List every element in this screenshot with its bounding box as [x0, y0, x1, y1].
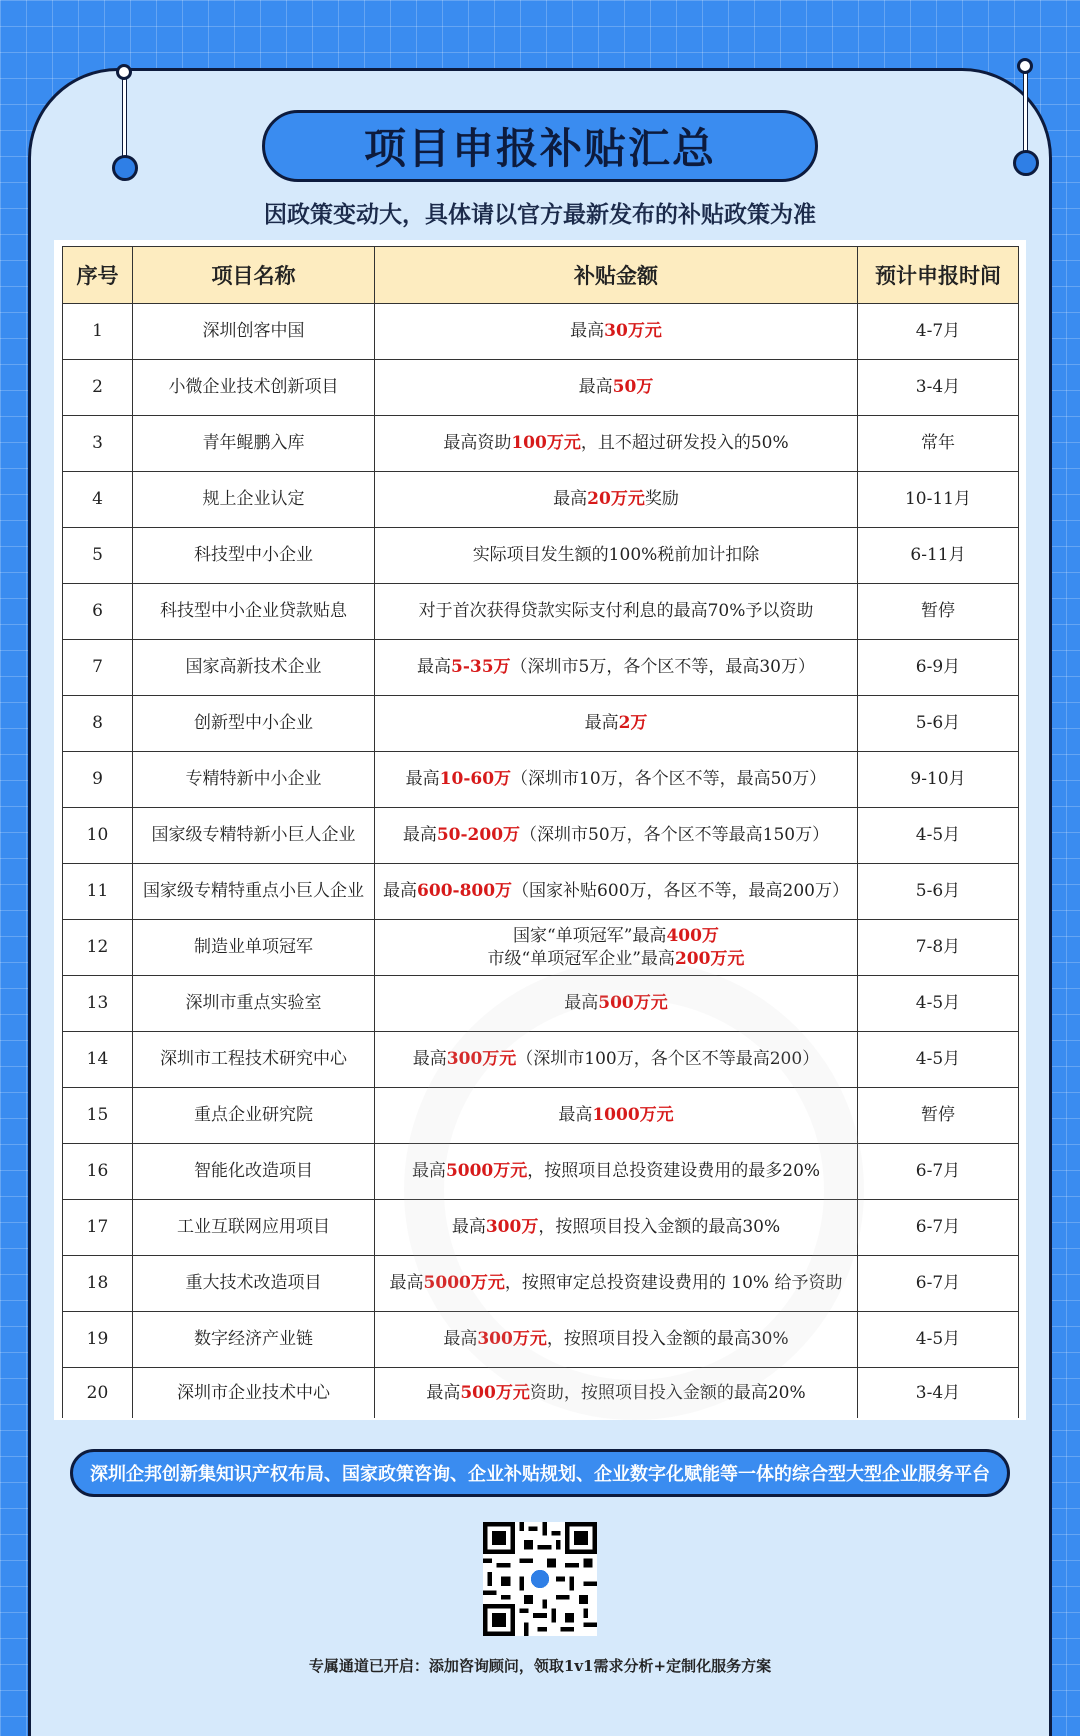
amount-highlight: 300万元	[446, 1049, 517, 1070]
row-apply-time: 暂停	[858, 584, 1019, 640]
row-project-name: 智能化改造项目	[133, 1144, 375, 1200]
row-subsidy-amount	[375, 808, 858, 864]
row-project-name: 创新型中小企业	[133, 696, 375, 752]
row-apply-time: 4-7月	[858, 304, 1019, 360]
table-row	[63, 528, 1019, 584]
row-project-name: 科技型中小企业贷款贴息	[133, 584, 375, 640]
row-subsidy-amount	[375, 472, 858, 528]
amount-highlight: 5000万元	[423, 1273, 505, 1294]
amount-highlight: 5-35万	[451, 657, 511, 678]
row-apply-time: 10-11月	[858, 472, 1019, 528]
table-row	[63, 1200, 1019, 1256]
row-apply-time: 3-4月	[858, 360, 1019, 416]
row-subsidy-amount	[375, 864, 858, 920]
amount-highlight: 30万元	[604, 321, 662, 342]
row-project-name: 科技型中小企业	[133, 528, 375, 584]
row-subsidy-amount	[375, 1088, 858, 1144]
table-row	[63, 584, 1019, 640]
row-project-name: 制造业单项冠军	[133, 920, 375, 976]
amount-text: 最高	[558, 1105, 593, 1126]
amount-highlight: 100万元	[511, 433, 581, 454]
row-project-name: 深圳市工程技术研究中心	[133, 1032, 375, 1088]
table-row	[63, 1256, 1019, 1312]
amount-highlight: 300万元	[477, 1329, 547, 1350]
table-row	[63, 1312, 1019, 1368]
amount-text: 资助，按照项目投入金额的最高20%	[529, 1382, 806, 1403]
table-row	[63, 696, 1019, 752]
amount-text: 最高	[411, 1161, 446, 1182]
amount-text: （深圳市5万，各个区不等，最高30万）	[510, 657, 815, 678]
row-number: 15	[63, 1088, 133, 1144]
row-project-name: 规上企业认定	[133, 472, 375, 528]
amount-highlight: 500万元	[460, 1382, 530, 1403]
amount-text: 最高	[451, 1217, 486, 1238]
amount-text: ，按照审定总投资建设费用的 10% 给予资助	[504, 1273, 843, 1294]
row-apply-time: 6-7月	[858, 1200, 1019, 1256]
row-apply-time: 4-5月	[858, 808, 1019, 864]
row-subsidy-amount	[375, 1032, 858, 1088]
left-pin-rod	[122, 78, 127, 158]
amount-highlight: 400万	[666, 926, 719, 947]
row-project-name: 重点企业研究院	[133, 1088, 375, 1144]
row-apply-time: 常年	[858, 416, 1019, 472]
header-subsidy-amount: 补贴金额	[375, 247, 858, 304]
row-apply-time: 6-9月	[858, 640, 1019, 696]
row-project-name: 国家高新技术企业	[133, 640, 375, 696]
row-number: 16	[63, 1144, 133, 1200]
row-apply-time: 4-5月	[858, 1032, 1019, 1088]
row-number: 20	[63, 1368, 133, 1418]
row-subsidy-amount	[375, 1312, 858, 1368]
row-project-name: 国家级专精特重点小巨人企业	[133, 864, 375, 920]
row-number: 5	[63, 528, 133, 584]
row-subsidy-amount	[375, 976, 858, 1032]
table-header-row	[63, 247, 1019, 304]
right-pin-icon	[1013, 150, 1039, 176]
qr-code-icon[interactable]	[483, 1522, 597, 1636]
table-row	[63, 864, 1019, 920]
left-pin-top-icon	[116, 64, 132, 80]
row-apply-time: 6-7月	[858, 1144, 1019, 1200]
header-number: 序号	[63, 247, 133, 304]
amount-highlight: 2万	[618, 713, 648, 734]
amount-text: 最高	[553, 489, 588, 510]
row-apply-time: 3-4月	[858, 1368, 1019, 1418]
header-apply-time: 预计申报时间	[858, 247, 1019, 304]
row-subsidy-amount	[375, 1200, 858, 1256]
left-pin-icon	[112, 155, 138, 181]
row-number: 10	[63, 808, 133, 864]
amount-text: 最高	[402, 825, 437, 846]
amount-text: 最高	[584, 713, 619, 734]
row-apply-time: 7-8月	[858, 920, 1019, 976]
amount-text: 最高	[426, 1382, 461, 1403]
row-number: 7	[63, 640, 133, 696]
poster-card-bottom	[28, 1698, 1052, 1736]
subsidy-table	[62, 246, 1019, 1418]
row-project-name: 青年鲲鹏入库	[133, 416, 375, 472]
table-row	[63, 1032, 1019, 1088]
row-number: 8	[63, 696, 133, 752]
amount-text: ，按照项目投入金额的最高30%	[538, 1217, 781, 1238]
row-project-name: 重大技术改造项目	[133, 1256, 375, 1312]
table-row	[63, 920, 1019, 976]
row-number: 18	[63, 1256, 133, 1312]
row-number: 19	[63, 1312, 133, 1368]
subtitle: 因政策变动大，具体请以官方最新发布的补贴政策为准	[264, 201, 816, 228]
table-row	[63, 976, 1019, 1032]
table-row	[63, 472, 1019, 528]
footer-banner: 深圳企邦创新集知识产权布局、国家政策咨询、企业补贴规划、企业数字化赋能等一体的综合型大型企业服务平台	[70, 1449, 1010, 1497]
amount-text: 对于首次获得贷款实际支付利息的最高70%予以资助	[418, 601, 814, 622]
amount-text: 奖励	[644, 489, 679, 510]
amount-highlight: 200万元	[674, 948, 745, 969]
row-number: 9	[63, 752, 133, 808]
row-subsidy-amount	[375, 360, 858, 416]
table-row	[63, 1144, 1019, 1200]
amount-text: （深圳市10万，各个区不等，最高50万）	[511, 769, 827, 790]
bottom-caption: 专属通道已开启：添加咨询顾问，领取1v1需求分析+定制化服务方案	[308, 1657, 772, 1675]
row-project-name: 工业互联网应用项目	[133, 1200, 375, 1256]
amount-text: 最高	[417, 657, 451, 678]
row-number: 1	[63, 304, 133, 360]
row-apply-time: 5-6月	[858, 696, 1019, 752]
amount-highlight: 50万	[612, 377, 654, 398]
row-subsidy-amount	[375, 696, 858, 752]
table-row	[63, 1088, 1019, 1144]
amount-highlight: 10-60万	[439, 769, 512, 790]
row-subsidy-amount	[375, 1368, 858, 1418]
row-apply-time: 4-5月	[858, 1312, 1019, 1368]
amount-text: ，且不超过研发投入的50%	[580, 433, 789, 454]
row-subsidy-amount	[375, 304, 858, 360]
table-row	[63, 752, 1019, 808]
row-subsidy-amount	[375, 920, 858, 976]
row-project-name: 国家级专精特新小巨人企业	[133, 808, 375, 864]
row-number: 14	[63, 1032, 133, 1088]
row-apply-time: 9-10月	[858, 752, 1019, 808]
row-subsidy-amount	[375, 640, 858, 696]
right-pin-top-icon	[1017, 58, 1033, 74]
row-apply-time: 4-5月	[858, 976, 1019, 1032]
amount-highlight: 1000万元	[592, 1105, 674, 1126]
amount-text: 最高	[383, 881, 418, 902]
row-project-name: 深圳市重点实验室	[133, 976, 375, 1032]
subsidy-table-panel	[54, 240, 1026, 1420]
amount-highlight: 600-800万	[417, 881, 513, 902]
amount-text: ，按照项目投入金额的最高30%	[546, 1329, 789, 1350]
table-row	[63, 1368, 1019, 1418]
row-number: 12	[63, 920, 133, 976]
amount-text: 最高	[564, 993, 599, 1014]
amount-text: 最高	[570, 321, 605, 342]
row-project-name: 数字经济产业链	[133, 1312, 375, 1368]
row-project-name: 深圳创客中国	[133, 304, 375, 360]
amount-text: 最高资助	[443, 433, 512, 454]
row-apply-time: 6-11月	[858, 528, 1019, 584]
amount-highlight: 20万元	[587, 489, 645, 510]
table-row	[63, 304, 1019, 360]
row-number: 11	[63, 864, 133, 920]
amount-text: 市级“单项冠军企业”最高	[487, 948, 675, 969]
amount-text: 最高	[405, 769, 440, 790]
row-number: 6	[63, 584, 133, 640]
row-subsidy-amount	[375, 528, 858, 584]
table-row	[63, 360, 1019, 416]
amount-text: 国家“单项冠军”最高	[513, 926, 667, 947]
row-subsidy-amount	[375, 752, 858, 808]
row-project-name: 专精特新中小企业	[133, 752, 375, 808]
amount-text: ，按照项目总投资建设费用的最多20%	[527, 1161, 821, 1182]
row-number: 2	[63, 360, 133, 416]
row-apply-time: 5-6月	[858, 864, 1019, 920]
amount-highlight: 300万	[485, 1217, 539, 1238]
row-subsidy-amount	[375, 584, 858, 640]
amount-highlight: 5000万元	[445, 1161, 528, 1182]
amount-text: 实际项目发生额的100%税前加计扣除	[472, 545, 760, 566]
table-row	[63, 808, 1019, 864]
amount-highlight: 50-200万	[436, 825, 521, 846]
row-apply-time: 暂停	[858, 1088, 1019, 1144]
row-project-name: 小微企业技术创新项目	[133, 360, 375, 416]
amount-text: 最高	[412, 1049, 447, 1070]
amount-text: （深圳市50万，各个区不等最高150万）	[520, 825, 830, 846]
amount-text: （国家补贴600万，各区不等，最高200万）	[512, 881, 849, 902]
row-number: 4	[63, 472, 133, 528]
header-project-name: 项目名称	[133, 247, 375, 304]
table-row	[63, 416, 1019, 472]
row-number: 17	[63, 1200, 133, 1256]
amount-highlight: 500万元	[598, 993, 668, 1014]
page-title: 项目申报补贴汇总	[262, 110, 818, 182]
amount-text: 最高	[443, 1329, 478, 1350]
amount-text: 最高	[578, 377, 613, 398]
table-row	[63, 640, 1019, 696]
right-pin-rod	[1023, 72, 1028, 158]
row-project-name: 深圳市企业技术中心	[133, 1368, 375, 1418]
amount-text: （深圳市100万，各个区不等最高200）	[516, 1049, 820, 1070]
row-subsidy-amount	[375, 1144, 858, 1200]
row-subsidy-amount	[375, 416, 858, 472]
row-number: 3	[63, 416, 133, 472]
amount-text: 最高	[389, 1273, 424, 1294]
row-subsidy-amount	[375, 1256, 858, 1312]
row-number: 13	[63, 976, 133, 1032]
row-apply-time: 6-7月	[858, 1256, 1019, 1312]
